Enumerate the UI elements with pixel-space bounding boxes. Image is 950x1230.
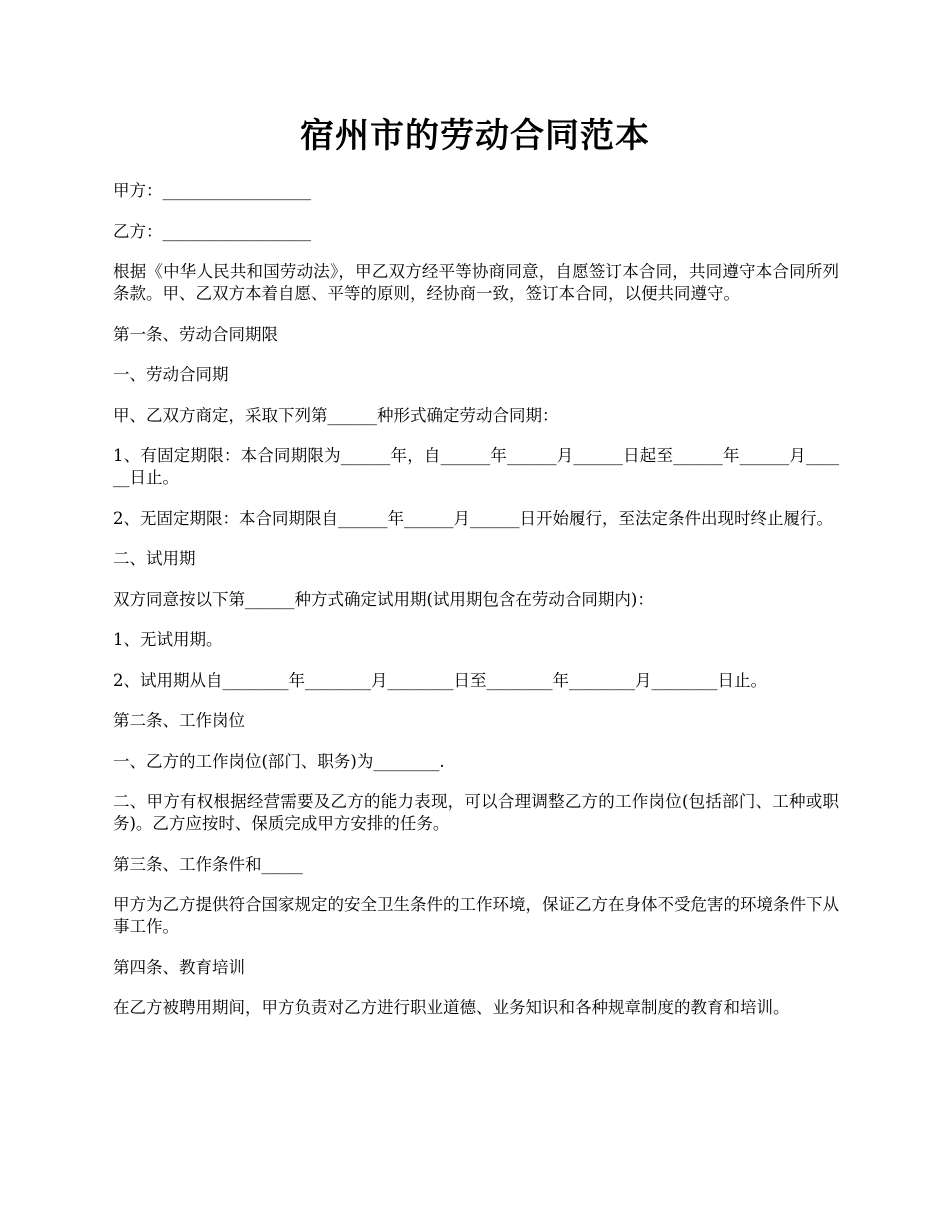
party-a-line: 甲方：__________________ — [113, 181, 311, 200]
probation-intro: 双方同意按以下第______种方式确定试用期(试用期包含在劳动合同期内)： — [113, 589, 654, 609]
article-3-heading: 第三条、工作条件和_____ — [113, 854, 303, 874]
party-b-line: 乙方：__________________ — [113, 221, 311, 241]
document-body — [113, 180, 839, 1038]
document-title: 宿州市的劳动合同范本 — [300, 116, 650, 156]
no-probation-clause: 1、无试用期。 — [113, 630, 223, 649]
contract-term-intro: 甲、乙双方商定，采取下列第______种形式确定劳动合同期： — [113, 405, 559, 425]
preamble: 根据《中华人民共和国劳动法》，甲乙双方经平等协商同意，自愿签订本合同，共同遵守本合同所列条款。甲、乙双方本着自愿、平等的原则，经协商一致，签订本合同，以便共同遵守。 — [113, 262, 839, 303]
article-2-heading: 第二条、工作岗位 — [113, 711, 245, 730]
article-4-heading: 第四条、教育培训 — [113, 957, 245, 977]
job-position-clause: 一、乙方的工作岗位(部门、职务)为________. — [113, 751, 445, 771]
position-adjustment-clause: 二、甲方有权根据经营需要及乙方的能力表现，可以合理调整乙方的工作岗位(包括部门、工种或职务)。乙方应按时、保质完成甲方安排的任务。 — [113, 792, 839, 833]
probation-period-clause: 2、试用期从自________年________月________日至________年________月________日止。 — [113, 670, 767, 690]
section-probation-heading: 二、试用期 — [113, 549, 196, 568]
article-1-heading: 第一条、劳动合同期限 — [113, 324, 278, 344]
training-clause: 在乙方被聘用期间，甲方负责对乙方进行职业道德、业务知识和各种规章制度的教育和培训。 — [113, 998, 790, 1017]
fixed-term-clause: 1、有固定期限：本合同期限为______年，自______年______月______日起至______年______月______日止。 — [113, 446, 839, 487]
working-conditions-clause: 甲方为乙方提供符合国家规定的安全卫生条件的工作环境，保证乙方在身体不受危害的环境条件下从事工作。 — [113, 895, 839, 936]
open-term-clause: 2、无固定期限：本合同期限自______年______月______日开始履行，至法定条件出现时终止履行。 — [113, 508, 833, 528]
section-contract-term-heading: 一、劳动合同期 — [113, 365, 229, 384]
